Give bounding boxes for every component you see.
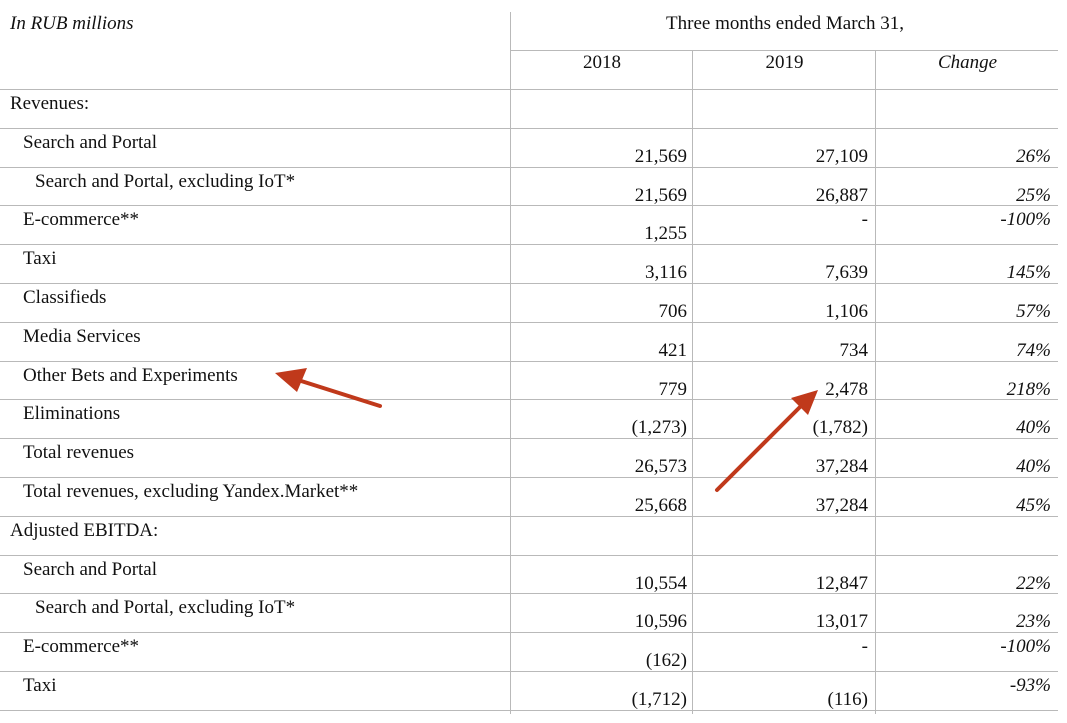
row-label: E-commerce** [23, 636, 140, 658]
header-divider [510, 50, 1058, 51]
value-2019: 37,284 [815, 495, 868, 516]
row-divider [0, 632, 1058, 633]
row-label: Media Services [23, 325, 141, 347]
table-row [0, 167, 1058, 206]
table-row [0, 89, 1058, 128]
value-2019: - [861, 636, 868, 658]
row-divider [0, 516, 1058, 517]
table-row [0, 516, 1058, 555]
column-divider [875, 50, 876, 714]
units-label: In RUB millions [10, 13, 134, 34]
row-divider [0, 244, 1058, 245]
value-2018: 706 [658, 301, 687, 322]
table-row [0, 671, 1058, 710]
row-label: Taxi [23, 675, 57, 696]
value-2019: 7,639 [825, 262, 868, 284]
value-change: 57% [1016, 301, 1051, 322]
value-2018: 25,668 [634, 495, 687, 516]
value-2019: - [861, 209, 868, 231]
column-header-change: Change [937, 52, 998, 73]
row-divider [0, 89, 1058, 90]
value-change: 74% [1016, 339, 1051, 361]
value-change: 26% [1016, 145, 1051, 167]
row-divider [0, 205, 1058, 206]
table-row [0, 477, 1058, 516]
table-row [0, 438, 1058, 477]
value-2018: 10,596 [634, 611, 687, 633]
row-label: Taxi [23, 248, 57, 270]
value-2019: 27,109 [815, 145, 868, 167]
value-2018: 3,116 [644, 262, 687, 284]
row-divider [0, 438, 1058, 439]
row-label: Search and Portal, excluding IoT* [35, 170, 296, 192]
value-2018: 26,573 [634, 456, 687, 478]
section-heading: Adjusted EBITDA: [10, 519, 159, 541]
section-heading: Revenues: [10, 93, 90, 114]
value-change: 40% [1016, 417, 1051, 439]
table-row [0, 361, 1058, 400]
row-label: Total revenues [23, 442, 135, 464]
table-row [0, 632, 1058, 671]
column-divider [692, 50, 693, 714]
row-divider [0, 710, 1058, 711]
value-change: -100% [1000, 209, 1051, 231]
period-heading: Three months ended March 31, [666, 13, 904, 34]
row-label: Search and Portal [23, 131, 158, 153]
value-change: 40% [1016, 456, 1051, 478]
column-header-2018: 2018 [583, 52, 621, 73]
row-label: Classifieds [23, 287, 107, 308]
row-divider [0, 322, 1058, 323]
table-row [0, 399, 1058, 438]
row-divider [0, 283, 1058, 284]
row-label: Search and Portal [23, 558, 158, 580]
value-2018: 421 [658, 339, 687, 361]
row-divider [0, 477, 1058, 478]
value-2018: (1,273) [631, 417, 687, 439]
value-2019: (1,782) [812, 417, 868, 439]
value-2018: 21,569 [634, 184, 687, 206]
row-divider [0, 399, 1058, 400]
row-divider [0, 671, 1058, 672]
table-row [0, 205, 1058, 244]
table-row [0, 593, 1058, 632]
column-header-2019: 2019 [765, 52, 804, 73]
row-divider [0, 361, 1058, 362]
value-2019: 13,017 [815, 611, 868, 633]
row-divider [0, 555, 1058, 556]
value-2019: 2,478 [825, 378, 868, 400]
value-2018: 10,554 [634, 572, 687, 594]
row-label: E-commerce** [23, 209, 140, 231]
value-2018: 21,569 [634, 145, 687, 167]
value-2018: 1,255 [644, 223, 687, 245]
column-divider [510, 12, 511, 714]
value-change: 23% [1016, 611, 1051, 633]
table-row [0, 244, 1058, 283]
table-row [0, 283, 1058, 322]
value-change: -93% [1009, 675, 1051, 696]
row-label: Eliminations [23, 403, 121, 425]
value-2018: 779 [658, 378, 687, 400]
row-label: Other Bets and Experiments [23, 364, 238, 386]
row-label: Search and Portal, excluding IoT* [35, 597, 296, 619]
value-change: 22% [1016, 572, 1051, 594]
value-change: 25% [1016, 184, 1051, 206]
value-2018: (162) [645, 650, 687, 672]
value-2019: 37,284 [815, 456, 868, 478]
value-2019: (116) [827, 689, 868, 710]
value-2019: 1,106 [825, 301, 868, 322]
row-label: Total revenues, excluding Yandex.Market** [23, 481, 359, 502]
value-2019: 734 [839, 339, 868, 361]
row-divider [0, 593, 1058, 594]
table-row [0, 128, 1058, 167]
value-change: 145% [1006, 262, 1051, 284]
value-change: -100% [1000, 636, 1051, 658]
value-2019: 12,847 [815, 572, 868, 594]
row-divider [0, 128, 1058, 129]
value-2019: 26,887 [815, 184, 868, 206]
value-2018: (1,712) [631, 689, 687, 710]
value-change: 218% [1006, 378, 1051, 400]
table-row [0, 322, 1058, 361]
value-change: 45% [1016, 495, 1051, 516]
table-row [0, 555, 1058, 594]
row-divider [0, 167, 1058, 168]
